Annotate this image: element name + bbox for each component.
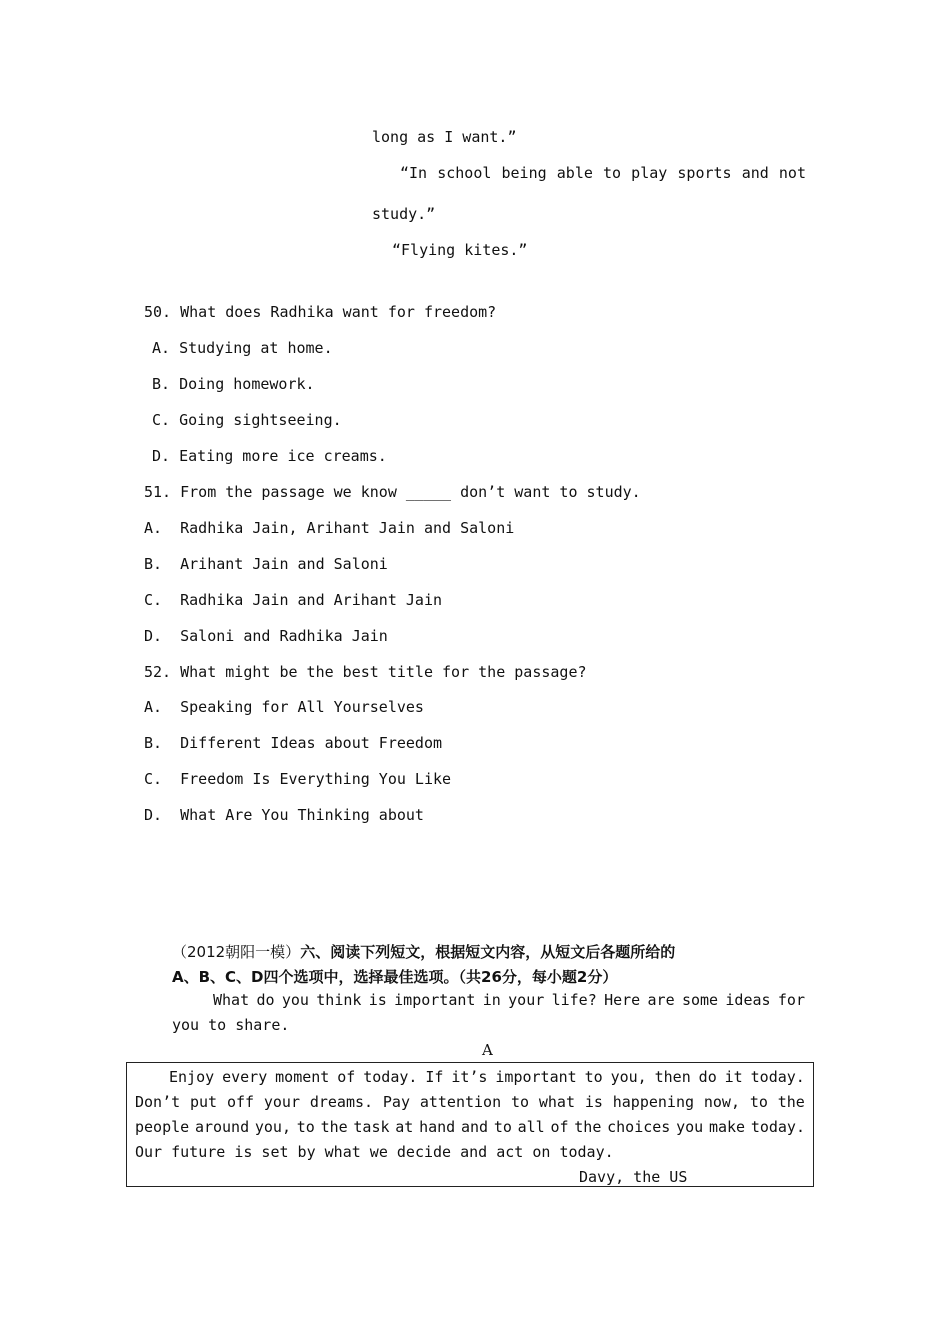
word: your (508, 991, 545, 1009)
option: C. Radhika Jain and Arihant Jain (144, 591, 443, 609)
word: to (603, 164, 622, 182)
option: C. Freedom Is Everything You Like (144, 770, 452, 788)
intro-line (213, 991, 805, 1009)
box-line-last: Our future is set by what we decide and act on today. (135, 1143, 614, 1161)
word: in (482, 991, 501, 1009)
word: do (256, 991, 275, 1009)
word: for (777, 991, 805, 1009)
passage-label: A (482, 1041, 493, 1059)
box-line: people around you, to the task at hand and to all of the choices you make today. (135, 1118, 805, 1136)
option: D. Eating more ice creams. (152, 447, 387, 465)
option: A. Studying at home. (152, 339, 333, 357)
section-heading-cont (172, 966, 617, 987)
word: are (647, 991, 675, 1009)
question-51: 51. From the passage we know _____ don’t want to study. (144, 483, 641, 501)
word: school (437, 164, 492, 182)
passage-box (126, 1062, 814, 1187)
signature: Davy, the US (579, 1168, 688, 1186)
word: think (316, 991, 362, 1009)
option: B. Doing homework. (152, 375, 315, 393)
word: not (778, 164, 806, 182)
quote-line-kites: “Flying kites.” (392, 241, 528, 259)
word: important (394, 991, 476, 1009)
word: Here (604, 991, 641, 1009)
word: some (681, 991, 719, 1009)
word: “In (400, 164, 428, 182)
option: B. Arihant Jain and Saloni (144, 555, 388, 573)
word: sports (677, 164, 732, 182)
word: life? (551, 991, 597, 1009)
year-label: （2012朝阳一模） (172, 943, 301, 961)
intro-line-end: you to share. (172, 1016, 290, 1034)
option: A. Radhika Jain, Arihant Jain and Saloni (144, 519, 515, 537)
word: and (741, 164, 769, 182)
word: What (213, 991, 250, 1009)
box-line: Don’t put off your dreams. Pay attention to what is happening now, to the (135, 1093, 805, 1111)
quote-line-end: study.” (372, 205, 436, 223)
word: play (631, 164, 668, 182)
word: able (556, 164, 593, 182)
question-52: 52. What might be the best title for the passage? (144, 663, 587, 681)
section-heading (172, 941, 675, 962)
word: is (368, 991, 387, 1009)
word: being (501, 164, 547, 182)
question-50: 50. What does Radhika want for freedom? (144, 303, 497, 321)
option: B. Different Ideas about Freedom (144, 734, 443, 752)
option: D. What Are You Thinking about (144, 806, 424, 824)
option: D. Saloni and Radhika Jain (144, 627, 388, 645)
word: ideas (725, 991, 771, 1009)
heading-instruction: 六、阅读下列短文，根据短文内容，从短文后各题所给的 (300, 943, 676, 961)
passage-line: long as I want.” (372, 128, 517, 146)
quote-line-sports (400, 164, 806, 182)
option: C. Going sightseeing. (152, 411, 342, 429)
heading-instruction-cont: A、B、C、D四个选项中，选择最佳选项。（共26分，每小题2分） (172, 968, 618, 986)
option: A. Speaking for All Yourselves (144, 698, 424, 716)
box-line: Enjoy every moment of today. If it’s important to you, then do it today. (169, 1068, 805, 1086)
word: you (281, 991, 309, 1009)
